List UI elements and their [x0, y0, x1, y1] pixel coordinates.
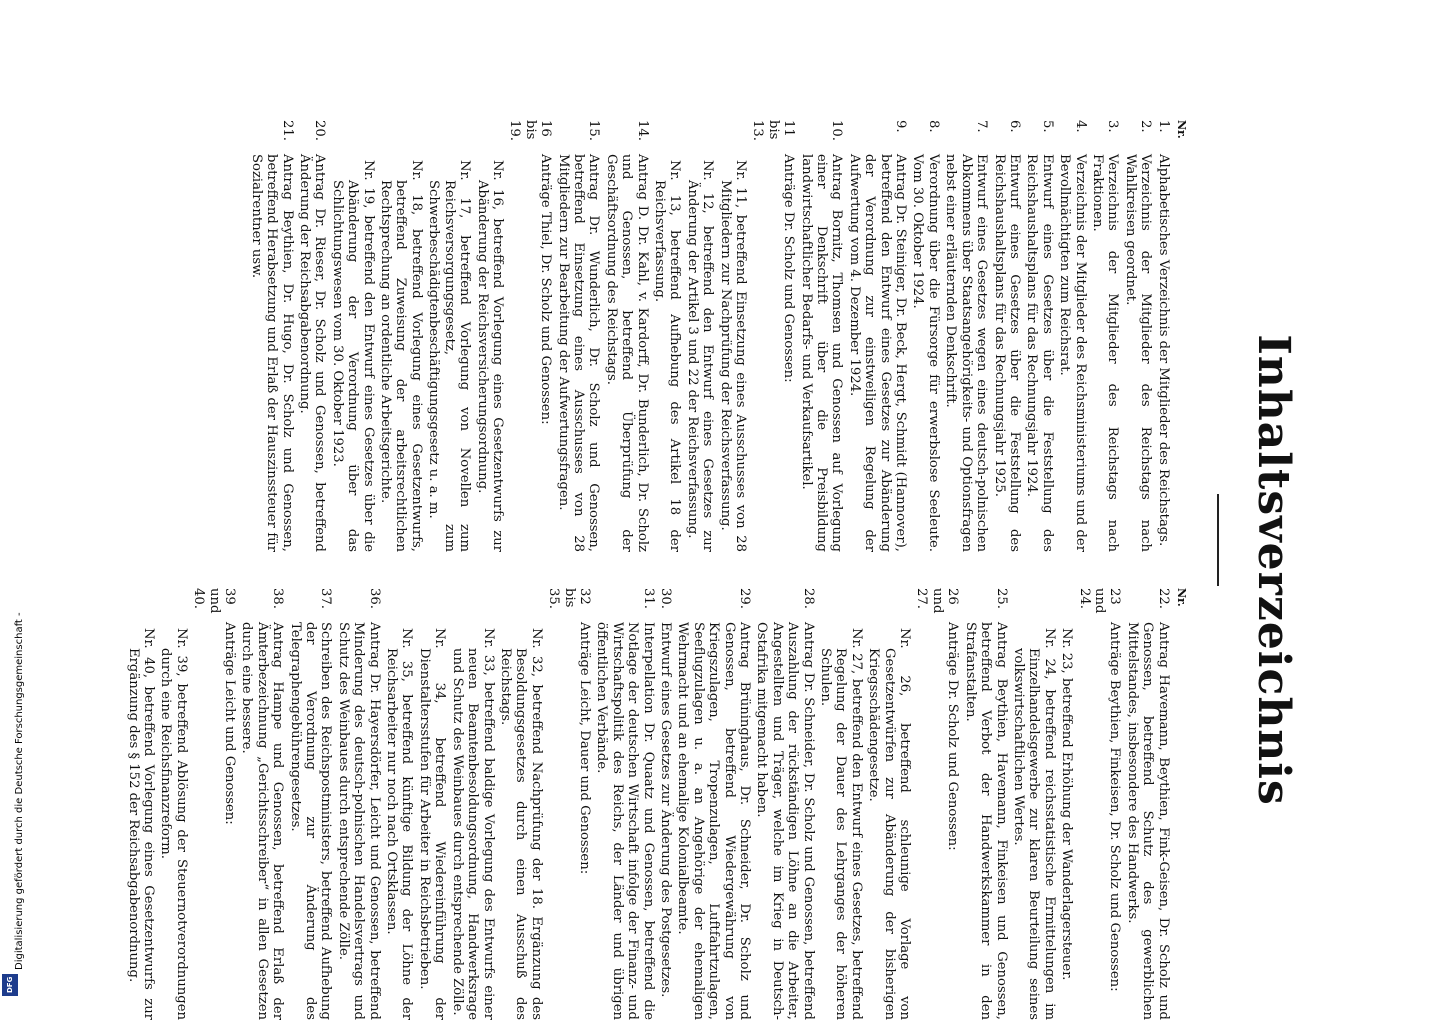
toc-subentry: Nr. 23, betreffend Erhöhung der Wanderlagersteuer. — [1059, 628, 1075, 981]
toc-entry-number: 31. — [640, 588, 656, 609]
toc-entry — [943, 120, 989, 552]
toc-entry-number: 9. — [893, 120, 909, 133]
toc-entry-number: 30. — [658, 588, 673, 609]
toc-subentry: Nr. 26, betreffend schleunige Vorlage von Gesetzentwürfen zur Abänderung der bisherigen Kriegsschädengesetze. — [866, 628, 913, 1020]
toc-entry-text: Antrag Brüninghaus, Dr. Schneider, Dr. Scholz und Genossen, betreffend Wiedergewährung von Kriegszulagen, Tropenzulagen, Luftfahrtzulagen, Seeflugzulagen u. a. an Angehörige der ehemaligen Wehrmacht und an ehemalige Kolonialbeamte. — [675, 622, 753, 1020]
rotated-page — [125, 120, 1299, 1020]
toc-entry — [1122, 120, 1153, 552]
toc-entry — [297, 120, 328, 552]
toc-entry — [1090, 120, 1121, 552]
toc-entry-number: 4. — [1072, 120, 1088, 133]
toc-entry-number: 15. — [586, 120, 602, 141]
document-page — [125, 120, 1299, 1020]
toc-entry-number: 10. — [829, 120, 845, 141]
toc-entry — [603, 120, 649, 552]
toc-subentry: Nr. 32, betreffend Nachprüfung der 18. Ergänzung des Besoldungsgesetzes durch einen Ausschuß des Reichstags. — [497, 628, 544, 1020]
toc-entry-text: Verordnung über die Fürsorge für erwerbslose Seeleute. Vom 30. Oktober 1924. — [910, 154, 941, 552]
toc-subentry: Nr. 11, betreffend Einsetzung eines Ausschusses von 28 Mitgliedern zur Nachprüfung der Reichsverfassung. — [717, 160, 749, 552]
toc-entry-text: Schreiben des Reichspostministers, betreffend Aufhebung der Verordnung zur Änderung des Telegraphengebührengesetzes. — [287, 622, 334, 1020]
toc-entry — [287, 588, 333, 1020]
toc-entry-number: 7. — [974, 120, 990, 133]
toc-entry-number: 22. — [1155, 588, 1171, 609]
toc-entry-text: Anträge Thiel, Dr. Scholz und Genossen: — [538, 154, 554, 425]
title-rule — [1217, 494, 1219, 586]
toc-entry-number: 14. — [634, 120, 650, 141]
toc-entry — [675, 588, 752, 1020]
toc-entry-text: Entwurf eines Gesetzes über die Feststellung des Reichshaushaltsplans für das Rechnungsjahr 1924. — [1024, 154, 1055, 552]
toc-entry-text: Verzeichnis der Mitglieder des Reichstags nach Fraktionen. — [1089, 154, 1121, 552]
toc-entry-text: Verzeichnis der Mitglieder des Reichsministeriums und der Bevollmächtigten zum Reichsrat. — [1057, 154, 1088, 552]
toc-entry-text: Antrag Dr. Schneider, Dr. Scholz und Genossen, betreffend Auszahlung der rückständigen Löhne an die Arbeiter, Angestellten und Träger, welche im Krieg in Deutsch-Ostafrika mitgemacht haben. — [754, 622, 816, 1020]
toc-entry-text: Antrag Dr. Steiniger, Dr. Beck, Hergt, Schmidt (Hannover), betreffend den Entwurf eines Gesetzes zur Abänderung der Verordnung zur einstweiligen Regelung der Aufwertung vom 4. Dezember 1924. — [846, 154, 909, 552]
toc-entry-text: Antrag Bornitz, Thomsen und Genossen auf Vorlegung einer Denkschrift über die Preisbildung landwirtschaftlicher Bedarfs- und Verkaufsartikel. — [798, 154, 845, 552]
dfg-logo: DFG — [2, 974, 18, 996]
toc-subentry: Nr. 39, betreffend Ablösung der Steuernotverordnungen durch eine Reichsfinanzreform. — [158, 628, 189, 1020]
toc-entry-number: 29. — [737, 588, 753, 609]
toc-entry — [239, 588, 285, 1020]
toc-entry-text: Alphabetisches Verzeichnis der Mitglieder des Reichstags. — [1155, 154, 1171, 547]
toc-entry-number: 32 bis 35. — [546, 588, 592, 609]
toc-entry — [991, 120, 1022, 552]
toc-entry — [546, 588, 592, 1020]
toc-entry-text: Antrag D. Dr. Kahl, v. Kardorff, Dr. Bunderlich, Dr. Scholz und Genossen, betreffend Überprüfung der Geschäftsordnung des Reichstags. — [603, 154, 650, 552]
toc-entry-text: Anträge Beythien, Finkeisen, Dr. Scholz und Genossen: — [1107, 622, 1123, 992]
toc-entry — [1024, 120, 1055, 552]
toc-entry — [798, 120, 844, 552]
toc-subentry: Nr. 40, betreffend Vorlegung eines Gesetzentwurfs zur Ergänzung des § 152 der Reichsabgabenordnung. — [125, 628, 156, 1020]
toc-subentry: Nr. 35, betreffend künftige Bildung der Löhne der Reichsarbeiter nur noch nach Ortsklassen. — [384, 628, 415, 1020]
toc-entry-number: 6. — [1006, 120, 1022, 133]
toc-entry-text: Interpellation Dr. Quaatz und Genossen, betreffend die Notlage der deutschen Wirtschaft infolge der Finanz- und Wirtschaftspolitik des Reichs, der Länder und übrigen öffentlichen Verbände. — [594, 622, 656, 1020]
toc-entry-number: 16 bis 19. — [507, 120, 554, 141]
toc-subentry: Nr. 34, betreffend Wiedereinführung der Dienstaltersstufen für Arbeiter in Reichsbetrieben. — [416, 628, 448, 1020]
toc-subentry: Nr. 12, betreffend den Entwurf eines Gesetzes zur Änderung der Artikel 3 und 22 der Reichsverfassung. — [684, 160, 716, 552]
toc-entry-text: Antrag Dr. Hayersdörfer, Leicht und Genossen, betreffend Minderung des deutsch-polnischen Handelsvertrags und Schutz des Weinbaues durch entsprechende Zölle. — [335, 622, 382, 1020]
toc-subentry: Nr. 16, betreffend Vorlegung eines Gesetzentwurfs zur Abänderung der Reichsversicherungsordnung. — [474, 160, 505, 552]
toc-entry-number: 28. — [800, 588, 816, 609]
toc-entry-text: Entwurf eines Gesetzes zur Änderung des Postgesetzes. — [658, 622, 673, 998]
toc-entry-number: 20. — [312, 120, 328, 141]
toc-entry-text: Antrag Dr. Rieser, Dr. Scholz und Genossen, betreffend Änderung der Reichsabgabenordnung. — [297, 154, 328, 552]
toc-entry — [962, 588, 1008, 1020]
toc-entry-number: 26 und 27. — [914, 588, 961, 614]
toc-entry-number: 8. — [925, 120, 941, 133]
toc-entry-number: 11 bis 13. — [750, 120, 797, 141]
toc-entry-number: 23 und 24. — [1076, 588, 1123, 614]
toc-entry-number: 38. — [270, 588, 286, 609]
toc-entry-number: 25. — [993, 588, 1009, 609]
toc-subentry: Nr. 18, betreffend Vorlegung eines Gesetzentwurfs, betreffend Zuweisung der arbeitsrechtlichen Rechtsprechung an ordentliche Arbeitsgerichte. — [378, 160, 424, 552]
page-title: Inhaltsverzeichnis — [1248, 334, 1299, 806]
toc-column-left — [246, 120, 1189, 552]
toc-subentry: Nr. 17, betreffend Vorlegung von Novellen zum Reichsversorgungsgesetz, zum Schwerbeschädigtenbeschäftigungsgesetz u. a. m. — [426, 160, 473, 552]
toc-entry-number: 36. — [366, 588, 382, 609]
toc-entry — [248, 120, 294, 552]
toc-entry — [750, 120, 796, 552]
toc-entry-text: Antrag Havemann, Beythien, Fink-Geisen, Dr. Scholz und Genossen, betreffend Schutz des gewerblichen Mittelstandes, insbesondere des Handwerks. — [1124, 622, 1171, 1020]
toc-entry — [594, 588, 656, 1020]
toc-subentry: Nr. 13, betreffend Aufhebung des Artikel 18 der Reichsverfassung. — [652, 160, 683, 552]
toc-subentry: Nr. 19, betreffend den Entwurf eines Gesetzes über die Abänderung der Verordnung über das Schlichtungswesen vom 30. Oktober 1923. — [329, 160, 376, 552]
nr-header-left: Nr. — [1175, 120, 1188, 139]
toc-entry-number: 3. — [1105, 120, 1121, 133]
toc-column-right — [123, 588, 1189, 1020]
toc-subentry: Nr. 27, betreffend den Entwurf eines Gesetzes, betreffend Regelung der Dauer des Lehrganges der höheren Schulen. — [818, 628, 864, 1020]
toc-entry-text: Antrag Dr. Wunderlich, Dr. Scholz und Genossen, betreffend Einsetzung eines Ausschusses von 28 Mitgliedern zur Bearbeitung der Aufwertungsfragen. — [555, 154, 602, 552]
toc-entry — [910, 120, 941, 552]
funding-note: Digitalisierung gefördert durch die Deutsche Forschungsgemeinschaft - — [14, 612, 25, 970]
toc-entry-number: 37. — [318, 588, 334, 609]
toc-entry — [846, 120, 908, 552]
toc-entry-number: 5. — [1039, 120, 1055, 133]
toc-entry — [658, 588, 673, 1020]
toc-entry — [1155, 120, 1170, 552]
toc-entry-text: Anträge Leicht, Dauer und Genossen: — [576, 622, 592, 875]
toc-entry — [1124, 588, 1170, 1020]
toc-entry-text: Antrag Beythien, Havemann, Finkeisen und Genossen, betreffend Verbot der Handwerkskammer in den Strafanstalten. — [962, 622, 1009, 1020]
toc-entry-number: 2. — [1138, 120, 1154, 133]
funding-sidebar — [0, 0, 25, 1000]
toc-entry — [1076, 588, 1122, 1020]
toc-entry — [555, 120, 601, 552]
toc-entry-text: Entwurf eines Gesetzes über die Feststellung des Reichshaushaltsplans für das Rechnungsjahr 1925. — [991, 154, 1022, 552]
toc-entry-text: Anträge Leicht und Genossen: — [222, 622, 238, 825]
toc-entry — [507, 120, 553, 552]
toc-entry — [191, 588, 237, 1020]
toc-subentry: Nr. 24, betreffend reichsstatistische Ermittelungen im Einzelhandelsgewerbe zur klaren Beurteilung seines volkswirtschaftlichen Wertes. — [1010, 628, 1057, 1020]
toc-entry-text: Anträge Dr. Scholz und Genossen: — [781, 154, 797, 383]
toc-entry-text: Antrag Hampe und Genossen, betreffend Erlaß der Ämterbezeichnung „Gerichtsschreiber“ in allen Gesetzen durch eine bessere. — [239, 622, 286, 1020]
toc-entry-text: Antrag Beythien, Dr. Hugo, Dr. Scholz und Genossen, betreffend Herabsetzung und Erlaß der Hauszinssteuer für Sozialrentner usw. — [248, 154, 295, 552]
toc-entry — [914, 588, 960, 1020]
toc-entry-text: Anträge Dr. Scholz und Genossen: — [945, 622, 961, 851]
nr-header-right: Nr. — [1175, 588, 1188, 607]
toc-subentry: Nr. 33, betreffend baldige Vorlegung des Entwurfs einer neuen Beamtenbesoldungsordnung, Handwerksrage und Schutz des Weinbaues durch entsprechende Zölle. — [449, 628, 496, 1020]
toc-entry — [1057, 120, 1088, 552]
toc-entry — [754, 588, 816, 1020]
toc-entry — [335, 588, 381, 1020]
toc-entry-text: Verzeichnis der Mitglieder des Reichstags nach Wahlkreisen geordnet. — [1122, 154, 1154, 552]
toc-entry-text: Entwurf eines Gesetzes wegen eines deutsch-polnischen Abkommens über Staatsangehörigkeits- und Optionsfragen nebst einer erläuternden Denkschrift. — [943, 154, 990, 552]
toc-entry-number: 39 und 40. — [191, 588, 238, 614]
toc-entry-number: 1. — [1155, 120, 1171, 133]
toc-entry-number: 21. — [279, 120, 295, 141]
